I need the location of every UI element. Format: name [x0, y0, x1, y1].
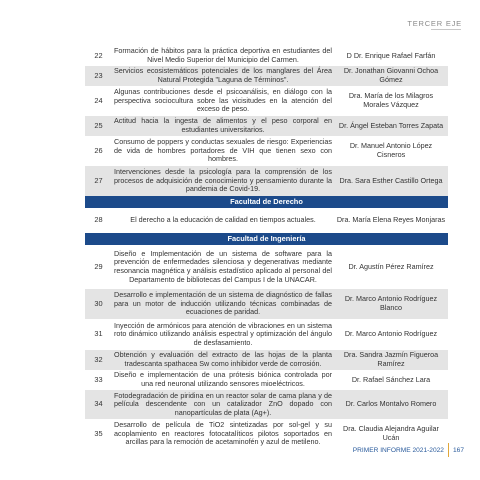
table-group-derecho [85, 208, 448, 233]
project-title: Actitud hacia la ingesta de alimentos y el peso corporal en estudiantes universitarios. [114, 116, 332, 134]
project-title: Formación de hábitos para la práctica deportiva en estudiantes del Nivel Medio Superior del Municipio del Carmen. [114, 46, 332, 64]
row-number: 23 [94, 70, 103, 80]
project-author: Dr. Rafael Sánchez Lara [351, 374, 431, 384]
project-author: Dra. Sara Esther Castillo Ortega [339, 175, 443, 185]
page-number: 167 [452, 446, 464, 454]
table-row [85, 390, 448, 419]
project-author: Dr. Carlos Montalvo Romero [345, 399, 437, 409]
project-author: Dra. María Elena Reyes Monjaras [336, 215, 446, 225]
project-author: Dra. María de los Milagros Morales Vázquez [348, 91, 434, 109]
table-row [85, 66, 448, 86]
table-row [85, 46, 448, 66]
project-title: Inyección de armónicos para atención de vibraciones en un sistema roto dinámico utilizando análisis espectral y optimización del ángulo de desfasamiento. [114, 320, 332, 347]
table-row [85, 86, 448, 116]
row-number: 24 [94, 95, 103, 105]
table-row [85, 208, 448, 233]
project-title: Obtención y evaluación del extracto de las hojas de la planta tradescanta spathacea Sw como inhibidor verde de corrosión. [114, 350, 332, 368]
page-footer [353, 443, 464, 457]
project-author: D Dr. Enrique Rafael Farfán [346, 50, 436, 60]
project-title: El derecho a la educación de calidad en tiempos actuales. [130, 215, 316, 225]
row-number: 25 [94, 120, 103, 130]
project-author: Dr. Jonathan Giovanni Ochoa Gómez [343, 66, 439, 84]
project-title: Consumo de poppers y conductas sexuales de riesgo: Experiencias de vida de hombres portadores de VIH que tienen sexo con hombres. [114, 137, 332, 164]
table-row [85, 116, 448, 136]
project-author: Dr. Agustín Pérez Ramírez [348, 261, 434, 271]
row-number: 29 [94, 261, 103, 271]
project-title: Desarrollo e implementación de un sistema de diagnóstico de fallas para un motor de inducción utilizando técnicas combinadas de ecuaciones de paridad. [114, 290, 332, 317]
table-row [85, 289, 448, 319]
row-number: 27 [94, 175, 103, 185]
project-table [85, 46, 448, 449]
table-group-ingenieria [85, 245, 448, 449]
section-header-ingenieria: Facultad de Ingeniería [85, 233, 448, 245]
row-number: 31 [94, 329, 103, 339]
project-title: Algunas contribuciones desde el psicoanálisis, en diálogo con la perspectiva sociocultura sobre las vicisitudes en la atención del exceso de peso. [114, 87, 332, 114]
section-tag: TERCER EJE [407, 19, 462, 28]
header-divider [431, 29, 461, 30]
row-number: 22 [94, 50, 103, 60]
row-number: 35 [94, 428, 103, 438]
table-row [85, 319, 448, 350]
table-row [85, 245, 448, 289]
project-author: Dr. Ángel Esteban Torres Zapata [338, 120, 444, 130]
row-number: 32 [94, 354, 103, 364]
table-group-top [85, 46, 448, 196]
table-row [85, 166, 448, 196]
project-title: Desarrollo de película de TiO2 sintetizadas por sol-gel y su acoplamiento en reactores fotocatalíticos pilotos soportados en arcillas para la remoción de acetaminofén y azul de metileno. [114, 420, 332, 447]
project-author: Dra. Sandra Jazmín Figueroa Ramírez [343, 350, 439, 368]
project-author: Dr. Manuel Antonio López Cisneros [349, 141, 433, 159]
project-title: Servicios ecosistemáticos potenciales de los manglares del Área Natural Protegida "Laguna de Términos". [114, 66, 332, 84]
row-number: 33 [94, 374, 103, 384]
project-author: Dra. Claudia Alejandra Aguilar Ucán [343, 424, 439, 442]
project-title: Fotodegradación de piridina en un reactor solar de cama plana y de película descendente con un catalizador ZnO dopado con nanopartículas de plata (Ag+). [114, 390, 332, 417]
report-title: PRIMER INFORME 2021-2022 [352, 446, 444, 454]
section-header-derecho: Facultad de Derecho [85, 196, 448, 208]
project-title: Diseño e Implementación de un sistema de software para la prevención de enfermedades silenciosa y degenerativas mediante resonancia magnética y análisis estadístico aplicado al personal del Departamento de bibliotecas del Campus I de la UNACAR. [114, 248, 332, 284]
row-number: 26 [94, 145, 103, 155]
row-number: 34 [94, 399, 103, 409]
row-number: 30 [94, 298, 103, 308]
project-title: Intervenciones desde la psicología para la comprensión de los procesos de adquisición de conocimiento y pensamiento durante la pandemia de Covid-19. [114, 167, 332, 194]
table-row [85, 350, 448, 370]
project-title: Diseño e implementación de una prótesis biónica controlada por una red neuronal utilizando sensores mioeléctricos. [114, 370, 332, 388]
table-row [85, 370, 448, 390]
table-row [85, 136, 448, 166]
footer-divider [448, 443, 449, 457]
project-author: Dr. Marco Antonio Rodríguez [344, 329, 438, 339]
project-author: Dr. Marco Antonio Rodríguez Blanco [344, 294, 438, 312]
row-number: 28 [94, 215, 103, 225]
